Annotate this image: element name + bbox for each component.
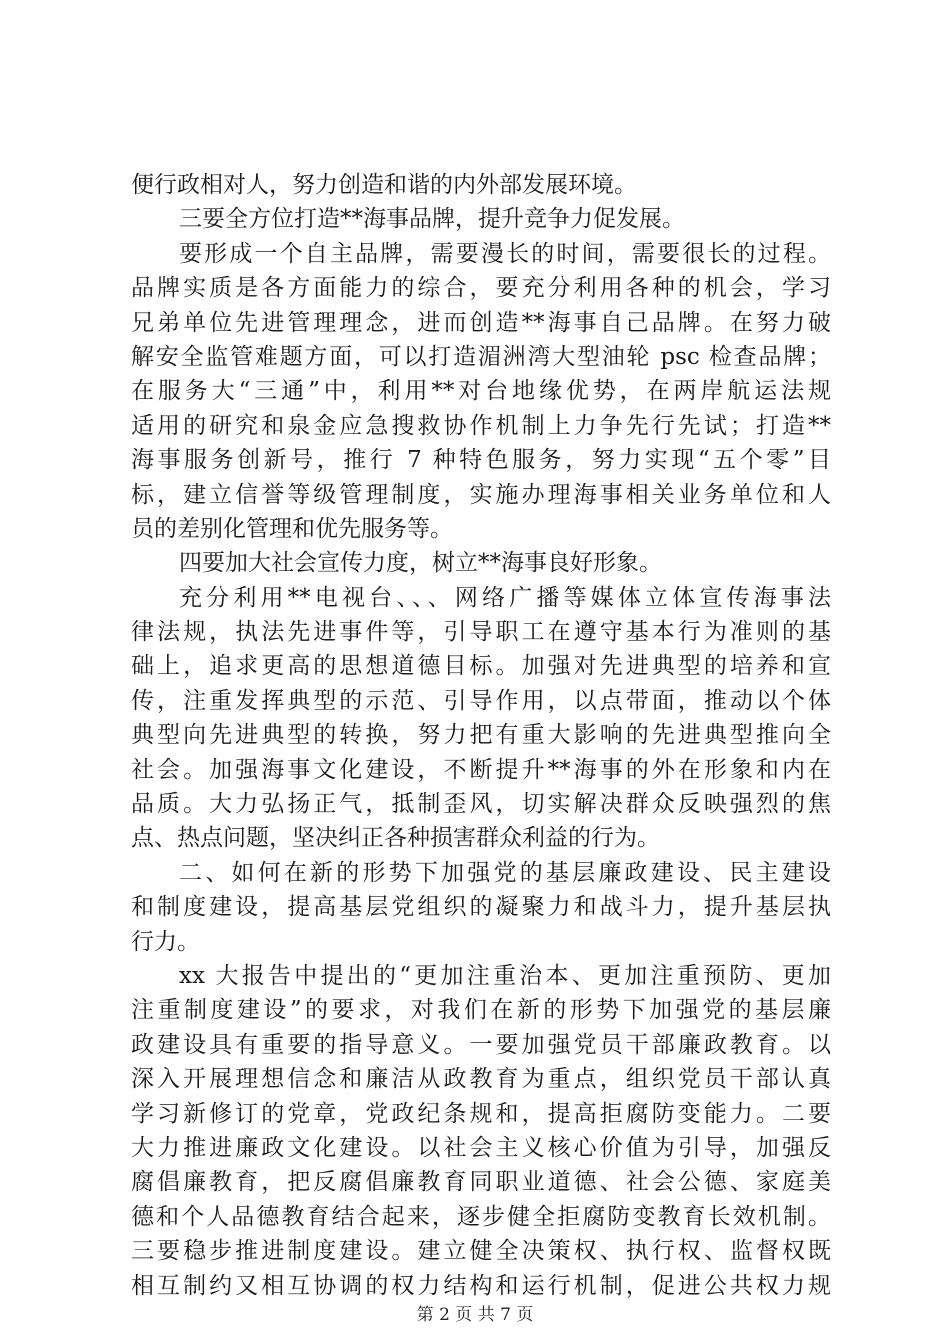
text-line: 础上，追求更高的思想道德目标。加强对先进典型的培养和宣: [131, 653, 831, 680]
text-line: 品牌实质是各方面能力的综合，要充分利用各种的机会，学习: [131, 275, 831, 302]
text-line: 德和个人品德教育结合起来，逐步健全拒腐防变教育长效机制。: [131, 1203, 831, 1230]
text-line: 在服务大“三通”中，利用**对台地缘优势，在两岸航运法规: [131, 378, 831, 405]
text-line: 腐倡廉教育，把反腐倡廉教育同职业道德、社会公德、家庭美: [131, 1169, 831, 1196]
text-line: 学习新修订的党章，党政纪条规和，提高拒腐防变能力。二要: [131, 1100, 831, 1127]
text-line: 注重制度建设”的要求，对我们在新的形势下加强党的基层廉: [131, 997, 831, 1024]
text-line: 传，注重发挥典型的示范、引导作用，以点带面，推动以个体: [131, 687, 831, 714]
text-line: 员的差别化管理和优先服务等。: [131, 515, 453, 542]
text-line: 相互制约又相互协调的权力结构和运行机制，促进公共权力规: [131, 1272, 831, 1299]
text-line: 便行政相对人，努力创造和谐的内外部发展环境。: [131, 172, 637, 198]
text-line: 点、热点问题，坚决纠正各种损害群众利益的行为。: [131, 825, 660, 852]
document-body: [131, 168, 831, 1303]
text-line: 兄弟单位先进管理理念，进而创造**海事自己品牌。在努力破: [131, 309, 831, 336]
text-line: 海事服务创新号，推行 7 种特色服务，努力实现“五个零”目: [131, 447, 831, 474]
text-line: 大力推进廉政文化建设。以社会主义核心价值为引导，加强反: [131, 1134, 831, 1161]
text-line: 行力。: [131, 928, 200, 955]
text-line: 解安全监管难题方面，可以打造湄洲湾大型油轮 psc 检查品牌；: [131, 343, 831, 370]
text-line: 二、如何在新的形势下加强党的基层廉政建设、民主建设: [179, 859, 831, 886]
text-line: 深入开展理想信念和廉洁从政教育为重点，组织党员干部认真: [131, 1066, 831, 1093]
text-line: 适用的研究和泉金应急搜救协作机制上力争先行先试；打造**: [131, 412, 831, 439]
text-line: 品质。大力弘扬正气，抵制歪风，切实解决群众反映强烈的焦: [131, 791, 831, 818]
text-line: 充分利用**电视台、、、网络广播等媒体立体宣传海事法: [179, 584, 831, 611]
text-line: 典型向先进典型的转换，努力把有重大影响的先进典型推向全: [131, 722, 831, 749]
page-number-footer: 第 2 页 共 7 页: [416, 1305, 534, 1325]
text-line: 三要全方位打造**海事品牌，提升竞争力促发展。: [179, 206, 685, 233]
text-line: 要形成一个自主品牌，需要漫长的时间，需要很长的过程。: [179, 240, 831, 267]
text-line: 社会。加强海事文化建设，不断提升**海事的外在形象和内在: [131, 756, 831, 783]
text-line: 标，建立信誉等级管理制度，实施办理海事相关业务单位和人: [131, 481, 831, 508]
text-line: 四要加大社会宣传力度，树立**海事良好形象。: [179, 550, 662, 577]
text-line: 律法规，执法先进事件等，引导职工在遵守基本行为准则的基: [131, 619, 831, 646]
text-line: 和制度建设，提高基层党组织的凝聚力和战斗力，提升基层执: [131, 894, 831, 921]
text-line: 三要稳步推进制度建设。建立健全决策权、执行权、监督权既: [131, 1238, 831, 1265]
text-line: 政建设具有重要的指导意义。一要加强党员干部廉政教育。以: [131, 1031, 831, 1058]
text-line: xx 大报告中提出的“更加注重治本、更加注重预防、更加: [179, 962, 831, 989]
